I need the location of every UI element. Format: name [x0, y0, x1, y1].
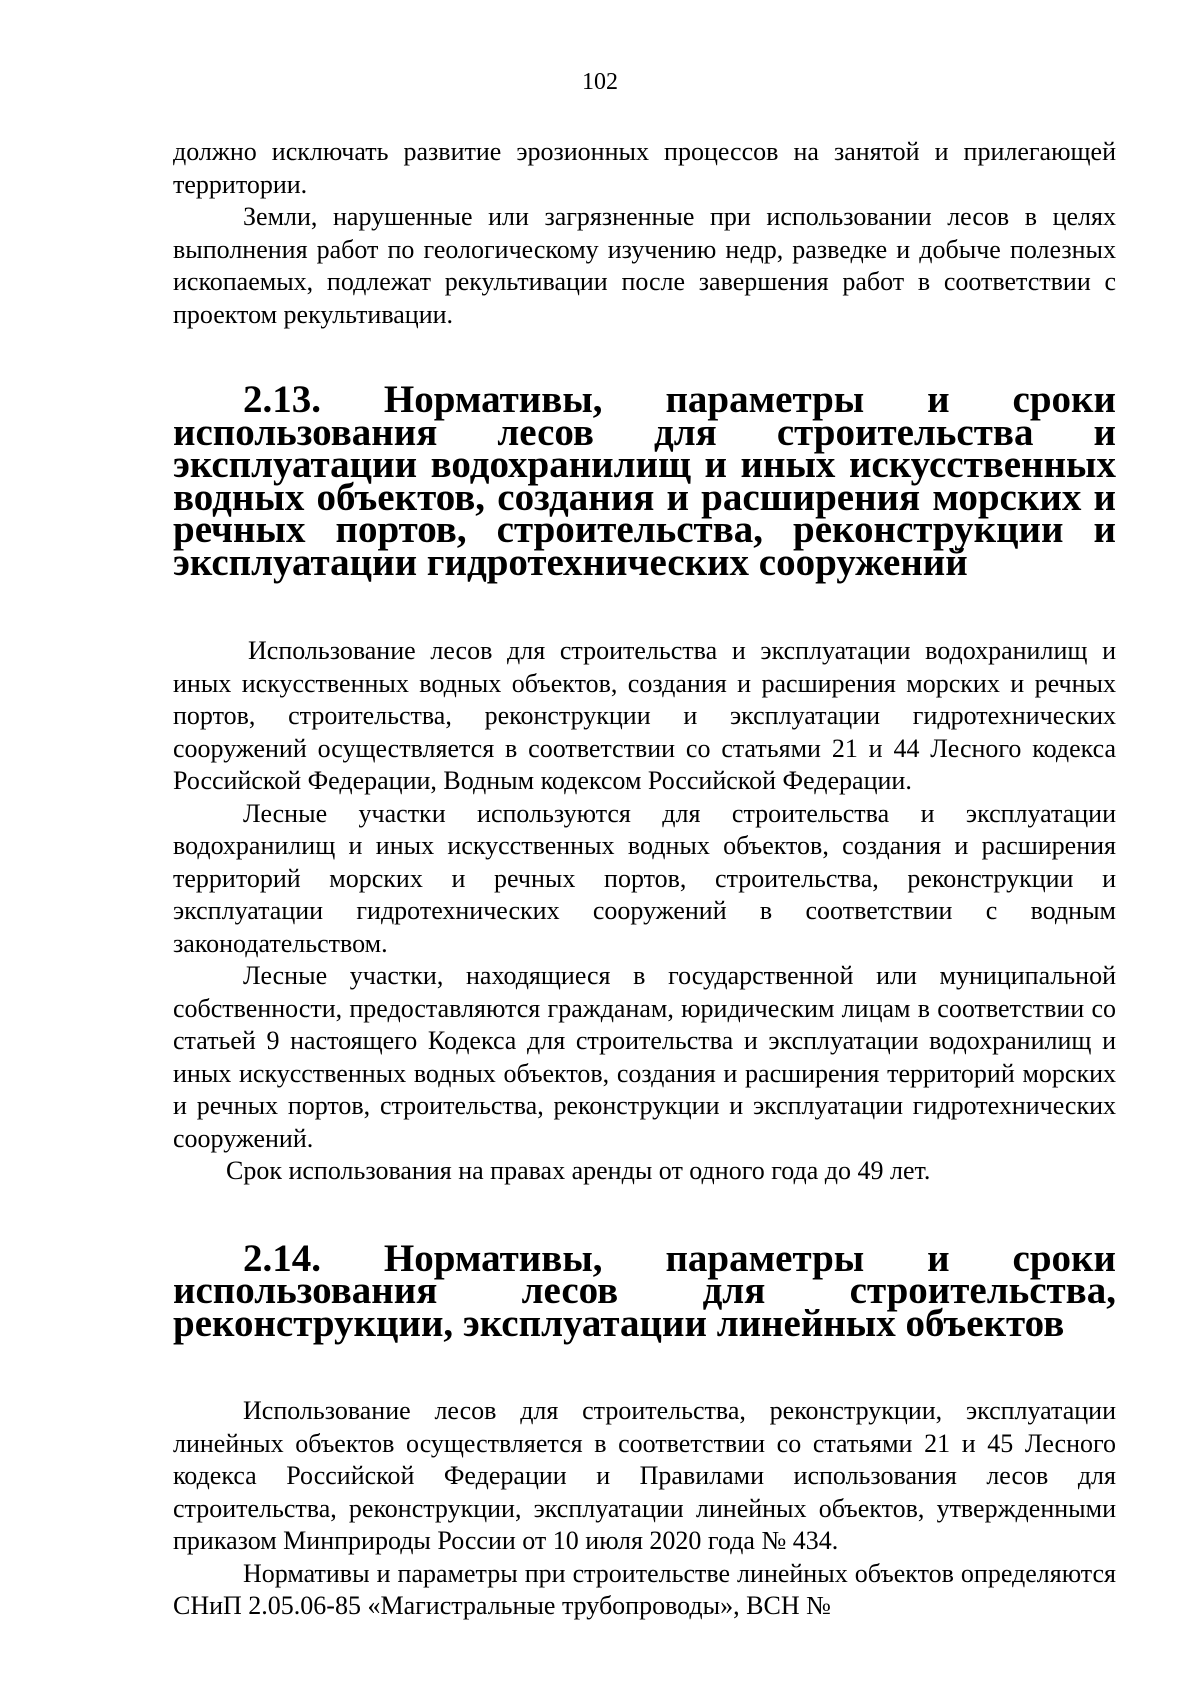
paragraph-forest-plots-use: Лесные участки используются для строительства и эксплуатации водохранилищ и иных искусственных водных объектов, создания и расширения территорий морских и речных портов, строительства, реконструкции и эксплуатации гидротехнических сооружений в соответствии с водным законодательством. — [173, 798, 1116, 958]
paragraph-forest-plots-provision: Лесные участки, находящиеся в государственной или муниципальной собственности, предоставляются гражданам, юридическим лицам в соответствии со статьей 9 настоящего Кодекса для строительства и эксплуатации водохранилищ и иных искусственных водных объектов, создания и расширения территорий морских и речных портов, строительства, реконструкции и эксплуатации гидротехнических сооружений. — [173, 961, 1116, 1153]
paragraph-linear-objects-norms: Нормативы и параметры при строительстве линейных объектов определяются СНиП 2.05.06-85 «Магистральные трубопроводы», ВСН № — [173, 1558, 1116, 1620]
document-body — [173, 136, 1116, 1623]
section-heading-2-14: 2.14. Нормативы, параметры и сроки использования лесов для строительства, реконструкции, эксплуатации линейных объектов — [173, 1236, 1116, 1345]
paragraph-erosion: должно исключать развитие эрозионных процессов на занятой и прилегающей территории. — [173, 137, 1116, 199]
paragraph-lease-term: Срок использования на правах аренды от одного года до 49 лет. — [226, 1156, 931, 1185]
page-number: 102 — [582, 69, 618, 95]
spacer — [173, 579, 1116, 635]
spacer — [173, 1340, 1116, 1395]
paragraph-reservoirs-usage: Использование лесов для строительства и эксплуатации водохранилищ и иных искусственных водных объектов, создания и расширения морских и речных портов, строительства, реконструкции и эксплуатации гидротехнических сооружений осуществляется в соответствии со статьями 21 и 44 Лесного кодекса Российской Федерации, Водным кодексом Российской Федерации. — [173, 636, 1116, 795]
paragraph-reclamation: Земли, нарушенные или загрязненные при использовании лесов в целях выполнения работ по геологическому изучению недр, разведке и добыче полезных ископаемых, подлежат рекультивации после завершения работ в соответствии с проектом рекультивации. — [173, 202, 1116, 329]
paragraph-linear-objects-usage: Использование лесов для строительства, реконструкции, эксплуатации линейных объектов осуществляется в соответствии со статьями 21 и 45 Лесного кодекса Российской Федерации и Правилами использования лесов для строительства, реконструкции, эксплуатации линейных объектов, утвержденными приказом Минприроды России от 10 июля 2020 года № 434. — [173, 1396, 1116, 1555]
spacer — [173, 1188, 1116, 1243]
section-heading-2-13: 2.13. Нормативы, параметры и сроки использования лесов для строительства и эксплуатации водохранилищ и иных искусственных водных объектов, создания и расширения морских и речных портов, строительства, реконструкции и эксплуатации гидротехнических сооружений — [173, 378, 1116, 584]
spacer — [173, 331, 1116, 384]
